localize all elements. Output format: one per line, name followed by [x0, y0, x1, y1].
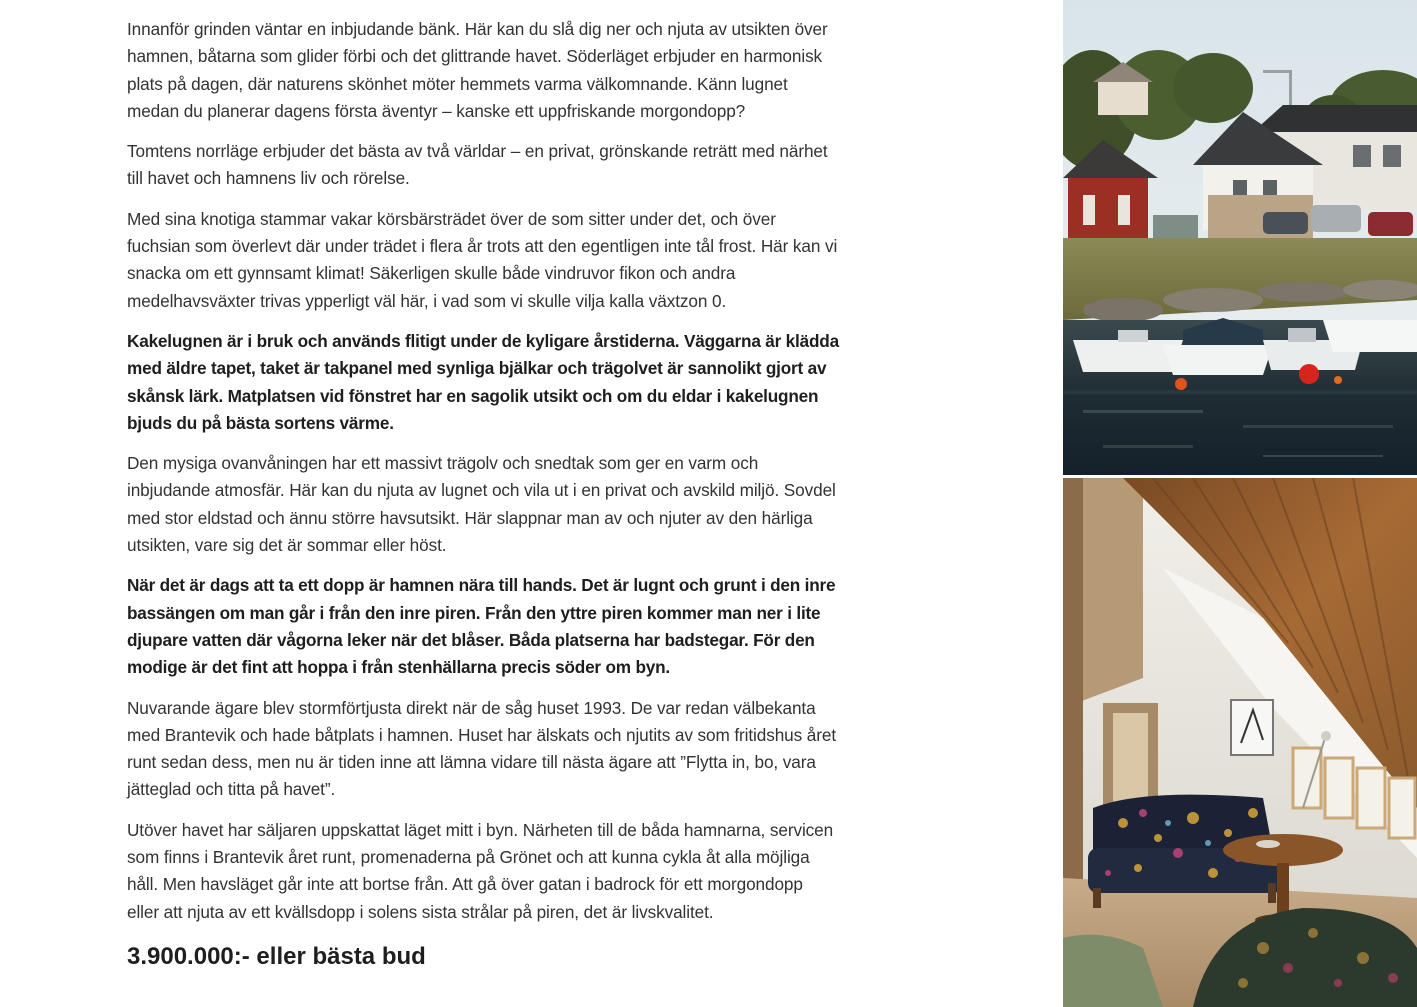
photo-column [1063, 0, 1417, 1007]
price-heading: 3.900.000:- eller bästa bud [127, 942, 426, 970]
paragraph-6: När det är dags att ta ett dopp är hamnen nära till hands. Det är lugnt och grunt i den inre bassängen om man går i från den inre piren. Från den yttre piren kommer man ner i lite djupare vatten där vågorna leker när det blåser. Båda platserna har badstegar. För den modige är det fint att hoppa i från stenhällarna precis söder om byn. [127, 575, 836, 678]
attic-photo [1063, 478, 1417, 1007]
paragraph-5: Den mysiga ovanvåningen har ett massivt trägolv och snedtak som ger en varm och inbjudande atmosfär. Här kan du njuta av lugnet och vila ut i en privat och avskild miljö. Sovdel med stor eldstad och ännu större havsutsikt. Här slappnar man av och njuter av den härliga utsikten, vare sig det är sommar eller höst. [127, 453, 836, 556]
paragraph-4: Kakelugnen är i bruk och används flitigt under de kyligare årstiderna. Väggarna är klädda med äldre tapet, taket är takpanel med synliga bjälkar och trägolvet är sannolikt gjort av skånsk lärk. Matplatsen vid fönstret har en sagolik utsikt och om du eldar i kakelugnen bjuds du på bästa sortens värme. [127, 330, 839, 433]
paragraph-1: Innanför grinden väntar en inbjudande bänk. Här kan du slå dig ner och njuta av utsikten över hamnen, båtarna som glider förbi och det glittrande havet. Söderläget erbjuder en harmonisk plats på dagen, där naturens skönhet möter hemmets varma välkomnande. Känn lugnet medan du planerar dagens första äventyr – kanske ett uppfriskande morgondopp? [127, 19, 828, 121]
paragraph-3: Med sina knotiga stammar vakar körsbärsträdet över de som sitter under det, och över fuchsian som överlevt där under trädet i flera år trots att den egentligen inte tål frost. Här kan vi snacka om ett gynnsamt klimat! Säkerligen skulle både vindruvor fikon och andra medelhavsväxter trivas ypperligt väl här, i vad som vi skulle vilja kalla växtzon 0. [127, 208, 838, 311]
paragraph-7: Nuvarande ägare blev stormförtjusta direkt när de såg huset 1993. De var redan välbekanta med Brantevik och hade båtplats i hamnen. Huset har älskats och njutits av som fritidshus året runt sedan dess, men nu är tiden inne att lämna vidare till nästa ägare att ”Flytta in, bo, vara jätteglad och titta på havet”. [127, 697, 837, 800]
article-text-column [127, 16, 839, 972]
paragraph-2: Tomtens norrläge erbjuder det bästa av två världar – en privat, grönskande reträtt med närhet till havet och hamnens liv och rörelse. [127, 141, 828, 189]
paragraph-8: Utöver havet har säljaren uppskattat läget mitt i byn. Närheten till de båda hamnarna, servicen som finns i Brantevik året runt, promenaderna på Grönet och att kunna cykla åt alla möjliga håll. Men havsläget går inte att bortse från. Att gå över gatan i badrock för ett morgondopp eller att njuta av ett kvällsdopp i solens sista strålar på piren, det är livskvalitet. [127, 819, 834, 922]
harbor-photo [1063, 0, 1417, 475]
